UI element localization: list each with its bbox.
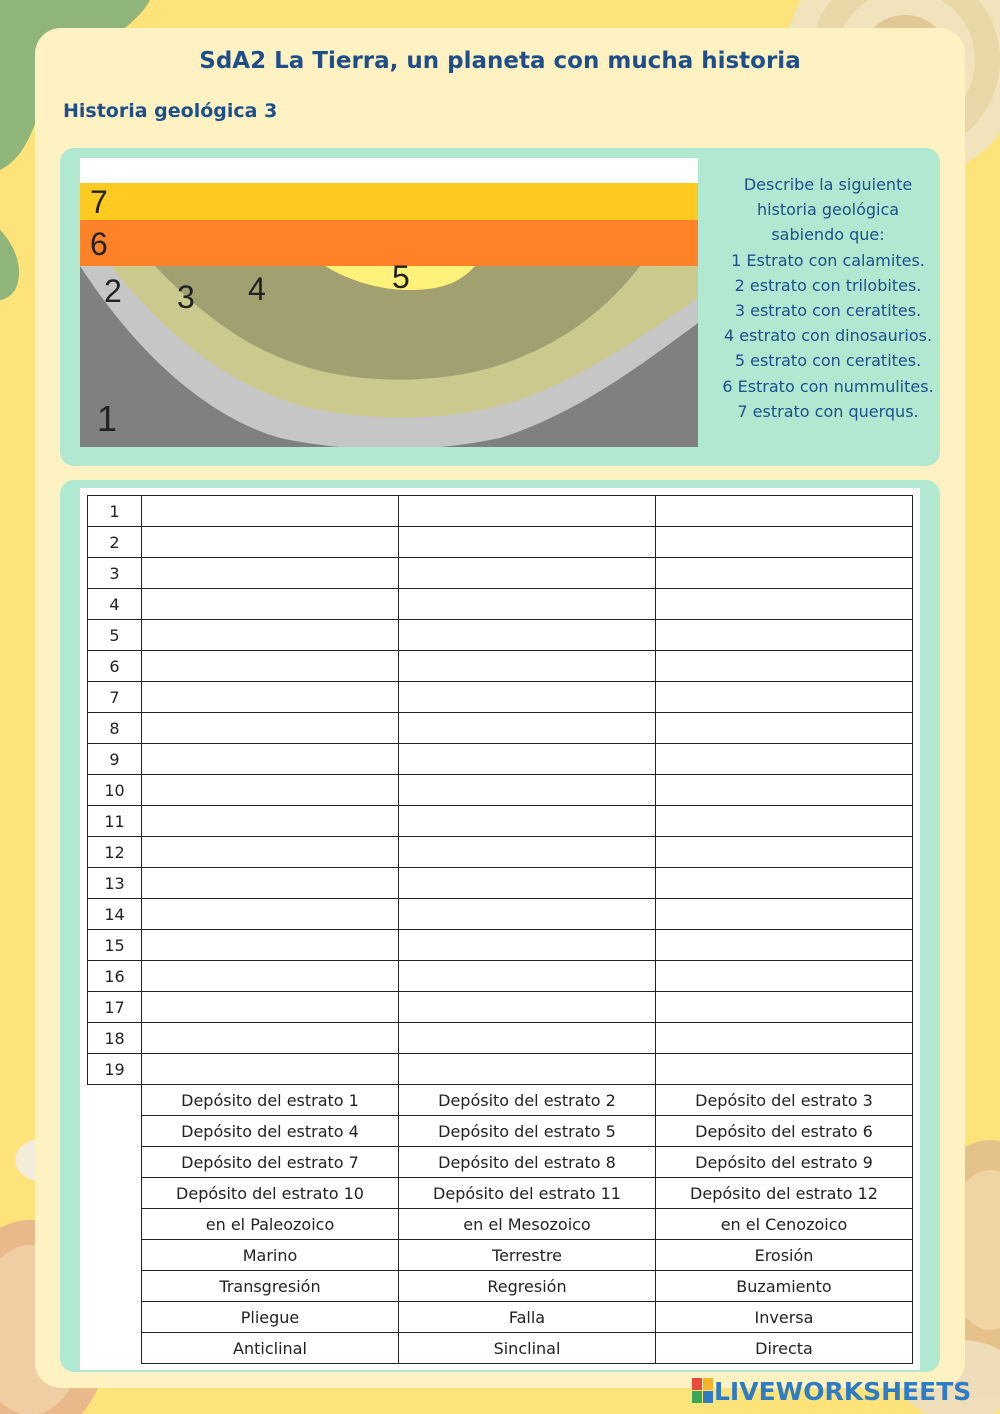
option-row xyxy=(88,1178,913,1209)
option-chip[interactable]: Depósito del estrato 5 xyxy=(399,1116,656,1147)
answer-drop-cell[interactable] xyxy=(399,930,656,961)
layer-label-2: 2 xyxy=(104,273,122,309)
option-row-spacer xyxy=(88,1240,142,1271)
answer-row xyxy=(88,589,913,620)
answer-drop-cell[interactable] xyxy=(399,496,656,527)
answer-drop-cell[interactable] xyxy=(399,620,656,651)
option-chip[interactable]: Depósito del estrato 10 xyxy=(142,1178,399,1209)
option-row-spacer xyxy=(88,1302,142,1333)
answer-drop-cell[interactable] xyxy=(399,1023,656,1054)
option-chip[interactable]: Depósito del estrato 2 xyxy=(399,1085,656,1116)
map-land-shape-2 xyxy=(0,230,19,300)
row-number: 10 xyxy=(88,775,142,806)
answer-drop-cell[interactable] xyxy=(142,992,399,1023)
answer-drop-cell[interactable] xyxy=(656,620,913,651)
answer-drop-cell[interactable] xyxy=(399,589,656,620)
diagram-description xyxy=(712,172,944,424)
description-line: 5 estrato con ceratites. xyxy=(734,351,922,371)
option-row-spacer xyxy=(88,1271,142,1302)
folded-strata xyxy=(80,266,698,447)
option-row-spacer xyxy=(88,1178,142,1209)
page-subtitle: Historia geológica 3 xyxy=(63,100,278,122)
row-number: 4 xyxy=(88,589,142,620)
description-line: sabiendo que: xyxy=(771,225,885,245)
row-number: 14 xyxy=(88,899,142,930)
row-number: 9 xyxy=(88,744,142,775)
answer-row xyxy=(88,806,913,837)
answer-drop-cell[interactable] xyxy=(142,713,399,744)
option-row-spacer xyxy=(88,1147,142,1178)
option-chip[interactable]: Pliegue xyxy=(142,1302,399,1333)
option-chip[interactable]: Buzamiento xyxy=(656,1271,913,1302)
option-row xyxy=(88,1147,913,1178)
option-row xyxy=(88,1271,913,1302)
description-line: 7 estrato con querqus. xyxy=(737,401,919,421)
answer-drop-cell[interactable] xyxy=(142,930,399,961)
option-row xyxy=(88,1085,913,1116)
layer-label-4: 4 xyxy=(248,271,266,307)
option-chip[interactable]: Terrestre xyxy=(399,1240,656,1271)
answer-drop-cell[interactable] xyxy=(399,775,656,806)
option-row-spacer xyxy=(88,1085,142,1116)
row-number: 11 xyxy=(88,806,142,837)
layer-label-1: 1 xyxy=(97,398,118,439)
answer-row xyxy=(88,868,913,899)
answer-row xyxy=(88,775,913,806)
answer-drop-cell[interactable] xyxy=(399,744,656,775)
option-chip[interactable]: Depósito del estrato 7 xyxy=(142,1147,399,1178)
answer-row xyxy=(88,899,913,930)
option-row xyxy=(88,1116,913,1147)
row-number: 6 xyxy=(88,651,142,682)
row-number: 5 xyxy=(88,620,142,651)
option-chip[interactable]: Sinclinal xyxy=(399,1333,656,1364)
option-chip[interactable]: Depósito del estrato 4 xyxy=(142,1116,399,1147)
geological-diagram xyxy=(80,158,698,447)
option-chip[interactable]: Depósito del estrato 9 xyxy=(656,1147,913,1178)
answer-drop-cell[interactable] xyxy=(399,837,656,868)
page-title: SdA2 La Tierra, un planeta con mucha historia xyxy=(199,48,801,74)
description-line: 6 Estrato con nummulites. xyxy=(722,376,934,396)
answer-drop-cell[interactable] xyxy=(399,558,656,589)
option-chip[interactable]: en el Paleozoico xyxy=(142,1209,399,1240)
option-chip[interactable]: Directa xyxy=(656,1333,913,1364)
answer-drop-cell[interactable] xyxy=(399,1054,656,1085)
answer-row xyxy=(88,558,913,589)
answer-drop-cell[interactable] xyxy=(142,961,399,992)
stratum-7-shape xyxy=(80,183,698,220)
answer-drop-cell[interactable] xyxy=(399,527,656,558)
option-chip[interactable]: Anticlinal xyxy=(142,1333,399,1364)
answer-drop-cell[interactable] xyxy=(142,744,399,775)
answer-drop-cell[interactable] xyxy=(656,930,913,961)
answer-drop-cell[interactable] xyxy=(399,899,656,930)
option-chip[interactable]: en el Cenozoico xyxy=(656,1209,913,1240)
answer-row xyxy=(88,930,913,961)
option-row xyxy=(88,1240,913,1271)
answer-drop-cell[interactable] xyxy=(142,651,399,682)
answer-drop-cell[interactable] xyxy=(656,527,913,558)
option-row-spacer xyxy=(88,1333,142,1364)
answer-row xyxy=(88,837,913,868)
answer-drop-cell[interactable] xyxy=(656,961,913,992)
description-line: 1 Estrato con calamites. xyxy=(731,250,925,270)
answer-drop-cell[interactable] xyxy=(399,961,656,992)
answer-drop-cell[interactable] xyxy=(142,1023,399,1054)
option-chip[interactable]: Inversa xyxy=(656,1302,913,1333)
row-number: 15 xyxy=(88,930,142,961)
answer-row xyxy=(88,496,913,527)
answer-drop-cell[interactable] xyxy=(142,527,399,558)
answer-drop-cell[interactable] xyxy=(399,651,656,682)
answer-drop-cell[interactable] xyxy=(656,775,913,806)
answer-row xyxy=(88,620,913,651)
answer-drop-cell[interactable] xyxy=(656,1054,913,1085)
answer-drop-cell[interactable] xyxy=(399,868,656,899)
description-line: Describe la siguiente xyxy=(743,175,913,194)
answer-drop-cell[interactable] xyxy=(142,806,399,837)
answer-drop-cell[interactable] xyxy=(656,744,913,775)
option-row xyxy=(88,1302,913,1333)
answer-drop-cell[interactable] xyxy=(142,775,399,806)
liveworksheets-logo xyxy=(692,1376,971,1406)
row-number: 17 xyxy=(88,992,142,1023)
row-number: 3 xyxy=(88,558,142,589)
answer-drop-cell[interactable] xyxy=(399,806,656,837)
option-row xyxy=(88,1333,913,1364)
answer-drop-cell[interactable] xyxy=(399,713,656,744)
layer-label-3: 3 xyxy=(177,279,195,315)
row-number: 16 xyxy=(88,961,142,992)
answer-drop-cell[interactable] xyxy=(142,837,399,868)
answer-row xyxy=(88,1023,913,1054)
answer-row xyxy=(88,682,913,713)
answer-row xyxy=(88,961,913,992)
layer-label-7: 7 xyxy=(90,184,108,220)
option-row-spacer xyxy=(88,1209,142,1240)
answer-drop-cell[interactable] xyxy=(656,496,913,527)
option-chip[interactable]: Erosión xyxy=(656,1240,913,1271)
row-number: 2 xyxy=(88,527,142,558)
option-chip[interactable]: Depósito del estrato 3 xyxy=(656,1085,913,1116)
stratum-6-shape xyxy=(80,220,698,266)
answer-drop-cell[interactable] xyxy=(142,1054,399,1085)
description-line: 2 estrato con trilobites. xyxy=(734,275,922,295)
option-chip[interactable]: Regresión xyxy=(399,1271,656,1302)
option-row xyxy=(88,1209,913,1240)
liveworksheets-logo-icon xyxy=(692,1378,714,1404)
answer-drop-cell[interactable] xyxy=(656,1023,913,1054)
option-chip[interactable]: en el Mesozoico xyxy=(399,1209,656,1240)
option-chip[interactable]: Marino xyxy=(142,1240,399,1271)
row-number: 19 xyxy=(88,1054,142,1085)
answer-drop-cell[interactable] xyxy=(142,589,399,620)
answer-table xyxy=(87,495,913,1364)
answer-row xyxy=(88,744,913,775)
layer-label-5: 5 xyxy=(392,259,410,295)
answer-row xyxy=(88,651,913,682)
answer-drop-cell[interactable] xyxy=(142,899,399,930)
answer-drop-cell[interactable] xyxy=(656,682,913,713)
answer-drop-cell[interactable] xyxy=(399,992,656,1023)
answer-drop-cell[interactable] xyxy=(656,899,913,930)
row-number: 13 xyxy=(88,868,142,899)
row-number: 1 xyxy=(88,496,142,527)
answer-row xyxy=(88,713,913,744)
answer-drop-cell[interactable] xyxy=(142,558,399,589)
answer-drop-cell[interactable] xyxy=(656,868,913,899)
answer-drop-cell[interactable] xyxy=(142,868,399,899)
description-line: 3 estrato con ceratites. xyxy=(734,301,922,321)
row-number: 18 xyxy=(88,1023,142,1054)
answer-drop-cell[interactable] xyxy=(656,713,913,744)
description-line: historia geológica xyxy=(756,200,900,220)
liveworksheets-logo-text: LIVEWORKSHEETS xyxy=(714,1376,972,1406)
option-chip[interactable]: Depósito del estrato 6 xyxy=(656,1116,913,1147)
answer-drop-cell[interactable] xyxy=(656,589,913,620)
answer-row xyxy=(88,527,913,558)
answer-row xyxy=(88,992,913,1023)
option-chip[interactable]: Transgresión xyxy=(142,1271,399,1302)
answer-drop-cell[interactable] xyxy=(142,620,399,651)
option-chip[interactable]: Depósito del estrato 8 xyxy=(399,1147,656,1178)
row-number: 12 xyxy=(88,837,142,868)
option-chip[interactable]: Depósito del estrato 1 xyxy=(142,1085,399,1116)
answer-drop-cell[interactable] xyxy=(656,992,913,1023)
answer-drop-cell[interactable] xyxy=(656,651,913,682)
answer-drop-cell[interactable] xyxy=(142,496,399,527)
option-chip[interactable]: Depósito del estrato 12 xyxy=(656,1178,913,1209)
row-number: 8 xyxy=(88,713,142,744)
answer-drop-cell[interactable] xyxy=(656,837,913,868)
option-chip[interactable]: Falla xyxy=(399,1302,656,1333)
answer-drop-cell[interactable] xyxy=(142,682,399,713)
option-row-spacer xyxy=(88,1116,142,1147)
layer-label-6: 6 xyxy=(90,226,108,262)
option-chip[interactable]: Depósito del estrato 11 xyxy=(399,1178,656,1209)
description-line: 4 estrato con dinosaurios. xyxy=(723,326,933,346)
answer-drop-cell[interactable] xyxy=(656,558,913,589)
answer-drop-cell[interactable] xyxy=(656,806,913,837)
answer-row xyxy=(88,1054,913,1085)
row-number: 7 xyxy=(88,682,142,713)
answer-drop-cell[interactable] xyxy=(399,682,656,713)
